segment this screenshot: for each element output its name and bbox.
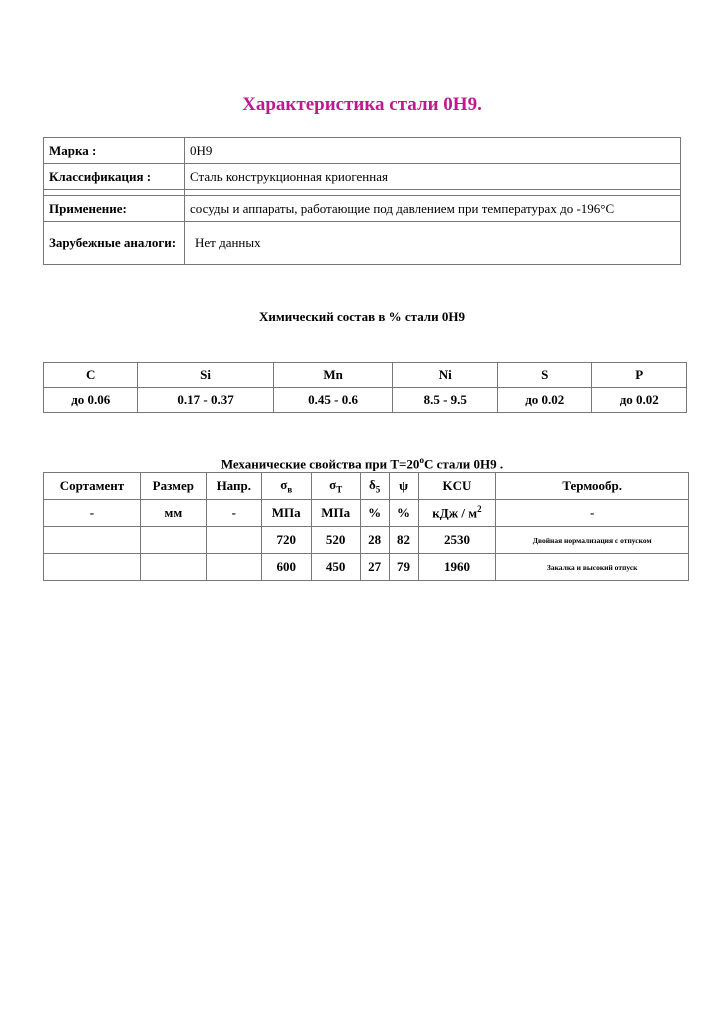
mech-header-razmer: Размер	[140, 473, 206, 500]
chem-header-c: C	[44, 363, 138, 388]
chem-value-row	[44, 388, 687, 413]
unit-napr: -	[206, 500, 261, 527]
sigma-b-symbol: σ	[280, 477, 288, 493]
row1-psi: 82	[389, 527, 418, 554]
class-value: Сталь конструкционная криогенная	[185, 164, 681, 190]
chem-header-s: S	[498, 363, 592, 388]
unit-razmer: мм	[140, 500, 206, 527]
row2-napr	[206, 554, 261, 581]
mech-header-napr: Напр.	[206, 473, 261, 500]
marka-value: 0Н9	[185, 138, 681, 164]
use-label: Применение:	[44, 196, 185, 222]
chem-value-s: до 0.02	[498, 388, 592, 413]
mech-header-psi: ψ	[389, 473, 418, 500]
mech-title-pre: Механические свойства при Т=20	[220, 456, 420, 472]
unit-kcu-sup: 2	[477, 504, 482, 515]
row1-kcu: 2530	[418, 527, 496, 554]
mech-header-row	[44, 473, 689, 500]
unit-delta: %	[360, 500, 389, 527]
row1-napr	[206, 527, 261, 554]
chem-value-si: 0.17 - 0.37	[138, 388, 273, 413]
mech-header-termo: Термообр.	[496, 473, 689, 500]
mech-title-sup: o	[419, 455, 424, 465]
table-row	[44, 527, 689, 554]
sigma-t-symbol: σ	[329, 477, 337, 493]
mech-header-sigma-t	[311, 473, 360, 500]
row1-sortament	[44, 527, 141, 554]
chem-header-row	[44, 363, 687, 388]
sigma-t-sub: T	[336, 484, 343, 495]
sigma-b-sub: в	[287, 484, 293, 495]
row1-delta: 28	[360, 527, 389, 554]
mech-table	[43, 472, 689, 581]
unit-kcu	[418, 500, 496, 527]
mech-header-kcu: KCU	[418, 473, 496, 500]
info-row-marka	[44, 138, 681, 164]
row2-psi: 79	[389, 554, 418, 581]
row2-delta: 27	[360, 554, 389, 581]
chem-value-c: до 0.06	[44, 388, 138, 413]
info-row-class	[44, 164, 681, 190]
delta-symbol: δ	[368, 477, 376, 493]
chem-title: Химический состав в % стали 0Н9	[259, 309, 465, 324]
mech-header-delta	[360, 473, 389, 500]
chem-header-si: Si	[138, 363, 273, 388]
chem-value-p: до 0.02	[592, 388, 687, 413]
chem-header-mn: Mn	[273, 363, 393, 388]
page-title: Характеристика стали 0Н9.	[242, 94, 482, 115]
chem-value-mn: 0.45 - 0.6	[273, 388, 393, 413]
class-label: Классификация :	[44, 164, 185, 190]
chem-table	[43, 362, 687, 413]
row2-kcu: 1960	[418, 554, 496, 581]
chem-value-ni: 8.5 - 9.5	[393, 388, 498, 413]
unit-kcu-text: кДж / м	[432, 505, 478, 521]
unit-psi: %	[389, 500, 418, 527]
unit-sigma-t: МПа	[311, 500, 360, 527]
marka-label: Марка :	[44, 138, 185, 164]
row2-termo: Закалка и высокий отпуск	[496, 554, 689, 581]
mech-title-post: С стали 0Н9 .	[423, 456, 504, 472]
mech-title	[0, 455, 724, 472]
row1-sigma-t: 520	[311, 527, 360, 554]
delta-sub: 5	[375, 484, 381, 495]
mech-header-sigma-b	[261, 473, 311, 500]
info-table	[43, 137, 681, 265]
use-value: сосуды и аппараты, работающие под давлением при температурах до -196°С	[185, 196, 681, 222]
mech-units-row	[44, 500, 689, 527]
info-row-analogs	[44, 222, 681, 265]
unit-termo: -	[496, 500, 689, 527]
row1-razmer	[140, 527, 206, 554]
unit-sigma-b: МПа	[261, 500, 311, 527]
row1-sigma-b: 720	[261, 527, 311, 554]
row1-termo: Двойная нормализация с отпуском	[496, 527, 689, 554]
chem-header-p: P	[592, 363, 687, 388]
unit-sortament: -	[44, 500, 141, 527]
analogs-label: Зарубежные аналоги:	[44, 222, 185, 265]
mech-header-sortament: Сортамент	[44, 473, 141, 500]
chem-header-ni: Ni	[393, 363, 498, 388]
row2-sortament	[44, 554, 141, 581]
row2-sigma-b: 600	[261, 554, 311, 581]
table-row	[44, 554, 689, 581]
analogs-value: Нет данных	[185, 222, 681, 265]
row2-sigma-t: 450	[311, 554, 360, 581]
info-row-use	[44, 196, 681, 222]
row2-razmer	[140, 554, 206, 581]
